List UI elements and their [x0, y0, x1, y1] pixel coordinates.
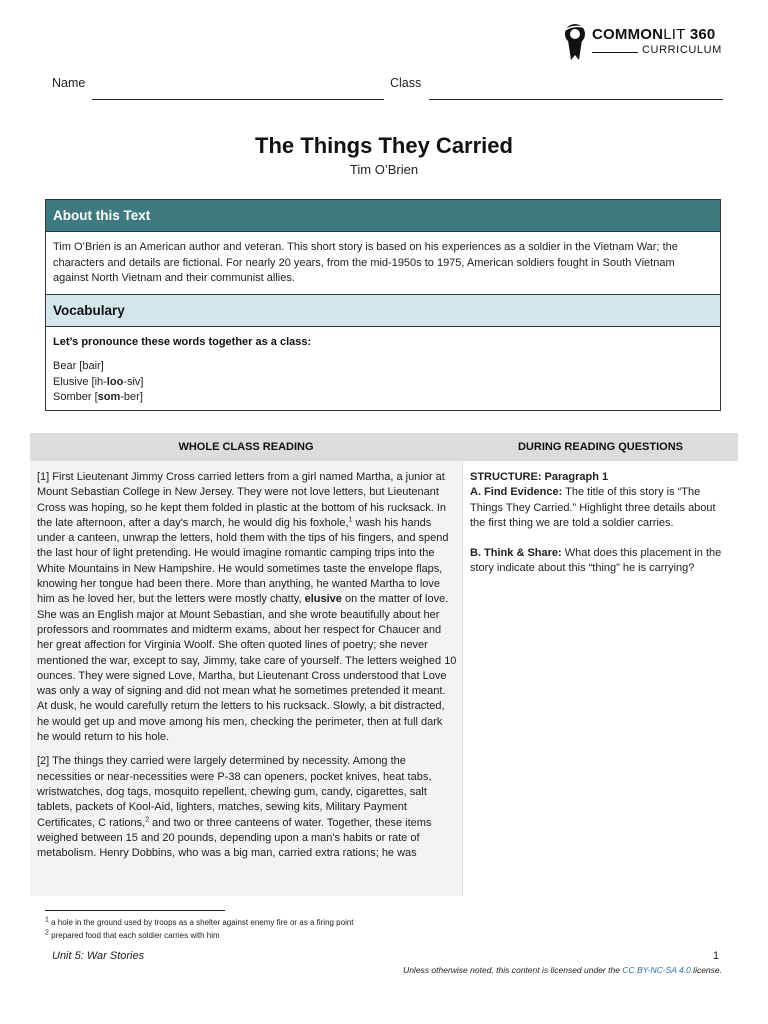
reading-questions	[470, 470, 732, 592]
vocab-highlight: elusive	[304, 593, 342, 606]
name-label: Name	[52, 76, 86, 90]
vocabulary-list	[53, 359, 143, 406]
name-field[interactable]	[92, 99, 384, 100]
class-field[interactable]	[429, 99, 723, 100]
column-divider	[462, 433, 463, 896]
about-body: Tim O’Brien is an American author and veteran. This short story is based on his experiences as a soldier in the Vietnam War; the characters and details are fictional. For nearly 20 years, from the mid-1950s to 1975, American soldiers fought in South Vietnam against North Vietnam and their communist allies.	[53, 241, 678, 284]
vocabulary-intro: Let’s pronounce these words together as a class:	[53, 336, 312, 348]
footnote: $^1$ a hole in the ground used by troops as a shelter against enemy fire or as a firing point	[45, 916, 354, 927]
logo-emblem-icon	[562, 22, 590, 62]
footnote: $^2$ prepared food that each soldier carries with him	[45, 929, 220, 940]
page-number: 1	[713, 950, 720, 962]
footnote-ref[interactable]: 1	[348, 516, 353, 524]
logo-rule	[592, 52, 638, 53]
paragraph-2: [2] The things they carried were largely determined by necessity. Among the necessities or near-necessities were P-38 can openers, pocket knives, heat tabs, wristwatches, dog tags, mosquito repellent, chewing gum, candy, cigarettes, salt tablets, packets of Kool-Aid, lighters, matches, sewing kits, Military Payment Certificates, C rations,$^2$ and two or three canteens of water. Together, these items weighed between 15 and 20 pounds, depending upon a man's habits or rate of metabolism. Henry Dobbins, who was a big man, carried extra rations; he was	[37, 755, 432, 860]
paragraph-1: [1] First Lieutenant Jimmy Cross carried letters from a girl named Martha, a junior at Mount Sebastian College in New Jersey. They were not love letters, but Lieutenant Cross was hoping, so he kept them folded in plastic at the bottom of his rucksack. In the late afternoon, after a day's march, he would dig his foxhole,$^1$ wash his hands under a canteen, unwrap the letters, hold them with the tips of his fingers, and spend the last hour of light pretending. He would imagine romantic camping trips into the White Mountains in New Hampshire. He would sometimes taste the envelope flaps, knowing her tongue had been there. More than anything, he wanted Martha to love him as he loved her, but the letters were mostly chatty, elusive on the matter of love. She was an English major at Mount Sebastian, and she wrote beautifully about her professors and roommates and midterm exams, about her respect for Chaucer and her great affection for Virginia Woolf. She often quoted lines of poetry; she never mentioned the war, except to say, Jimmy, take care of yourself. The letters weighed 10 ounces. They were signed Love, Martha, but Lieutenant Cross understood that Love was only a way of signing and did not mean what he sometimes pretended it meant. At dusk, he would carefully return the letters to his rucksack. Slowly, a bit distracted, he would get up and move among his men, checking the perimeter, then at full dark he would return to his hole.	[37, 471, 457, 744]
commonlit-logo	[562, 22, 727, 62]
about-text-box	[45, 199, 721, 411]
logo-wordmark: COMMONLIT 360	[592, 26, 716, 43]
logo-subtitle: CURRICULUM	[642, 44, 722, 56]
reading-passage	[37, 470, 457, 870]
about-heading: About this Text	[46, 200, 720, 232]
vocab-word: Somber [som-ber]	[53, 391, 143, 403]
whole-class-reading-heading: WHOLE CLASS READING	[30, 433, 462, 461]
footnote-divider	[45, 910, 225, 911]
question-b: B. Think & Share: What does this placement in the story indicate about this “thing” he is carrying?	[470, 547, 722, 575]
question-a: A. Find Evidence: The title of this story is “The Things They Carried.” Highlight three details about the first thing we are told a soldier carries.	[470, 486, 716, 529]
unit-label: Unit 5: War Stories	[52, 950, 145, 962]
vocabulary-heading: Vocabulary	[46, 294, 720, 327]
during-reading-questions-heading: DURING READING QUESTIONS	[463, 433, 738, 461]
vocab-word: Bear [bair]	[53, 360, 104, 372]
author: Tim O’Brien	[349, 162, 419, 177]
license-note: Unless otherwise noted, this content is licensed under the CC BY-NC-SA 4.0 license.	[403, 965, 722, 975]
question-structure-label: STRUCTURE: Paragraph 1	[470, 471, 609, 483]
vocab-word: Elusive [ih-loo-siv]	[53, 375, 144, 388]
footnote-ref[interactable]: 2	[145, 815, 150, 823]
class-label: Class	[390, 76, 422, 90]
page-title: The Things They Carried	[255, 133, 513, 158]
license-link[interactable]: CC BY-NC-SA 4.0	[622, 965, 691, 975]
